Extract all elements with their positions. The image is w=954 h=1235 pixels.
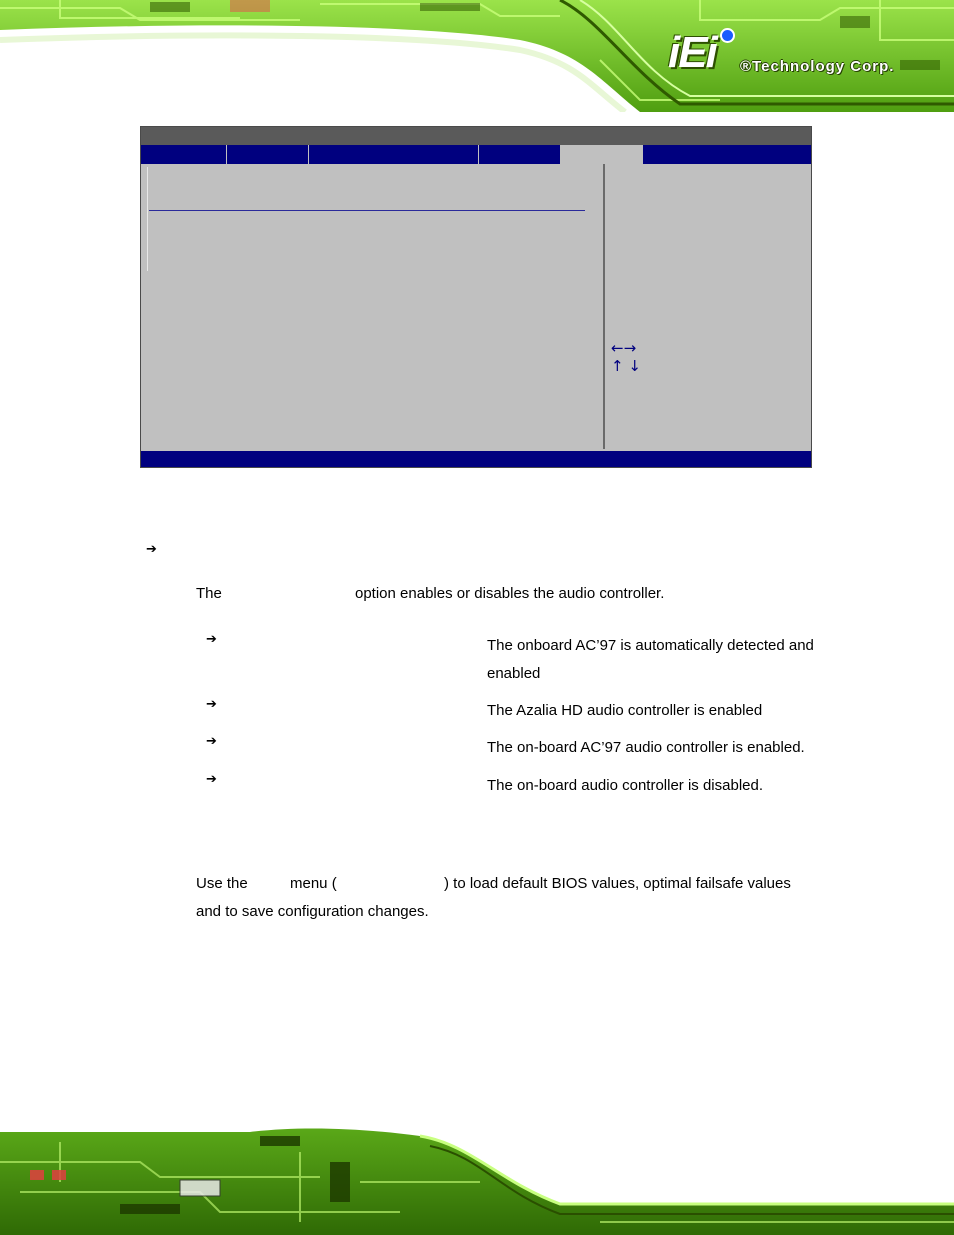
bios-menu-bar (141, 145, 811, 164)
exit-para-part3: ) to load default BIOS values, optimal failsafe values (444, 875, 791, 892)
option-1-desc-line2: enabled (487, 665, 541, 682)
exit-para-part1: Use the (196, 875, 248, 892)
bios-tab-6[interactable] (643, 145, 811, 164)
audio-intro-prefix: The (196, 585, 222, 602)
logo-tagline: ®Technology Corp. (740, 58, 895, 75)
bios-help-divider (603, 164, 605, 449)
up-down-arrow-icon: ↑ ↓ (611, 357, 641, 375)
exit-para-line2: and to save configuration changes. (196, 903, 429, 920)
bios-title-bar (141, 127, 811, 145)
option-arrow-icon: ➔ (206, 697, 217, 712)
exit-para-part2: menu ( (290, 875, 337, 892)
bios-tab-1[interactable] (141, 145, 227, 164)
bios-help-keys (611, 339, 641, 375)
bios-separator-line (149, 210, 585, 211)
bios-tab-3[interactable] (309, 145, 479, 164)
option-4-description: The on-board audio controller is disabled. (487, 777, 763, 794)
bios-status-bar (141, 451, 811, 467)
option-arrow-icon: ➔ (206, 632, 217, 647)
circuit-board-footer-graphic (0, 1122, 954, 1235)
logo-mark: iEi (668, 28, 716, 77)
option-arrow-icon: ➔ (206, 772, 217, 787)
bios-tab-5-active[interactable] (561, 145, 643, 164)
bios-tab-2[interactable] (227, 145, 309, 164)
header-banner (0, 0, 954, 112)
option-arrow-icon: ➔ (206, 734, 217, 749)
logo-dot-icon (720, 28, 735, 43)
bios-tab-4[interactable] (479, 145, 561, 164)
option-1-description (487, 632, 837, 688)
option-1-desc-line1: The onboard AC’97 is automatically detected and (487, 637, 814, 654)
section-bullet-arrow-icon: ➔ (146, 542, 157, 557)
option-3-description: The on-board AC’97 audio controller is enabled. (487, 739, 805, 756)
bios-screenshot (140, 126, 812, 468)
bios-panel-edge (147, 167, 148, 271)
footer-banner (0, 1122, 954, 1235)
company-logo (668, 28, 928, 88)
option-2-description: The Azalia HD audio controller is enabled (487, 702, 763, 719)
audio-intro-suffix: option enables or disables the audio controller. (355, 585, 665, 602)
left-right-arrow-icon: ←→ (611, 339, 637, 357)
